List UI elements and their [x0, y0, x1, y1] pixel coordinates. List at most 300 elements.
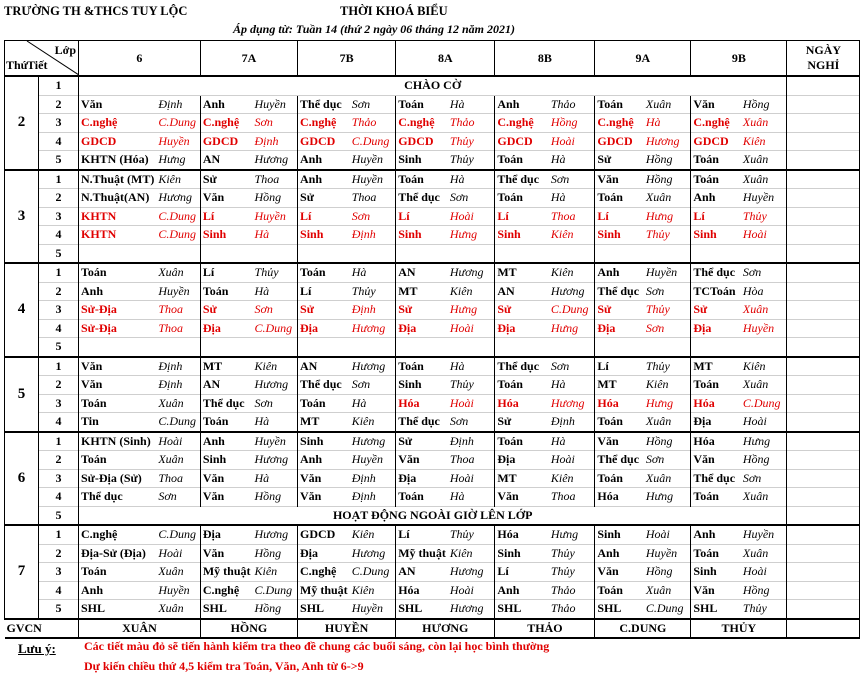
subject-cell: MT — [495, 263, 549, 282]
teacher-cell — [741, 338, 787, 357]
homeroom-teacher: THẢO — [495, 619, 595, 639]
teacher-cell: Sơn — [448, 413, 495, 432]
teacher-cell — [253, 338, 298, 357]
subject-cell: Văn — [298, 469, 350, 488]
weekday-cell: 5 — [5, 357, 39, 432]
teacher-cell — [644, 244, 691, 263]
teacher-cell: Huyền — [156, 282, 200, 301]
teacher-cell: Sơn — [350, 376, 396, 395]
subject-cell: AN — [396, 563, 448, 582]
subject-cell: KHTN (Hóa) — [79, 151, 157, 170]
teacher-cell — [350, 338, 396, 357]
homeroom-teacher: HUYỀN — [298, 619, 396, 639]
table-row — [5, 413, 860, 432]
subject-cell: SHL — [691, 600, 741, 619]
teacher-cell: Hoài — [741, 413, 787, 432]
teacher-cell: Hưng — [741, 432, 787, 451]
teacher-cell: Xuân — [644, 189, 691, 208]
table-row — [5, 544, 860, 563]
teacher-cell: Thảo — [549, 581, 595, 600]
teacher-cell — [549, 338, 595, 357]
subject-cell: Sử — [595, 301, 644, 320]
subject-cell: Sinh — [691, 563, 741, 582]
subject-cell: Lí — [298, 282, 350, 301]
day-off-cell — [787, 76, 860, 95]
teacher-cell: Kiên — [448, 282, 495, 301]
subject-cell: Địa-Sử (Địa) — [79, 544, 157, 563]
subject-cell: Lí — [595, 207, 644, 226]
teacher-cell: Hồng — [644, 432, 691, 451]
day-off-cell — [787, 319, 860, 338]
teacher-cell: Xuân — [156, 563, 200, 582]
homeroom-teacher: C.DUNG — [595, 619, 691, 639]
subject-cell: Địa — [495, 451, 549, 470]
subject-cell: Sinh — [595, 226, 644, 245]
table-row — [5, 525, 860, 544]
subject-cell — [495, 338, 549, 357]
teacher-cell: Hồng — [644, 563, 691, 582]
teacher-cell: Huyền — [253, 207, 298, 226]
subject-cell: AN — [495, 282, 549, 301]
period-number: 3 — [39, 563, 79, 582]
subject-cell: Địa — [298, 544, 350, 563]
teacher-cell: Thủy — [644, 301, 691, 320]
teacher-cell: Thủy — [549, 563, 595, 582]
period-number: 5 — [39, 600, 79, 619]
teacher-cell: Hà — [253, 469, 298, 488]
subject-cell: SHL — [79, 600, 157, 619]
teacher-cell: C.Dung — [253, 319, 298, 338]
period-number: 2 — [39, 189, 79, 208]
day-off-cell — [787, 506, 860, 525]
teacher-cell: Hà — [350, 263, 396, 282]
table-row — [5, 469, 860, 488]
day-off-cell — [787, 600, 860, 619]
subject-cell: Văn — [200, 189, 252, 208]
note-label: Lưu ý: — [18, 641, 56, 656]
teacher-cell: Hưng — [644, 394, 691, 413]
subject-cell — [298, 338, 350, 357]
subject-cell: MT — [595, 376, 644, 395]
subject-cell: Thể dục — [396, 189, 448, 208]
subject-cell: Sử — [396, 301, 448, 320]
teacher-cell: Kiên — [350, 581, 396, 600]
table-row — [5, 451, 860, 470]
teacher-cell: Thủy — [253, 263, 298, 282]
teacher-cell: Hoài — [448, 469, 495, 488]
period-number: 4 — [39, 319, 79, 338]
weekday-header-label: Thứ — [6, 58, 28, 72]
teacher-cell: Sơn — [741, 469, 787, 488]
teacher-cell: Thủy — [448, 132, 495, 151]
subject-cell: Sinh — [396, 151, 448, 170]
teacher-cell: Kiên — [741, 357, 787, 376]
homeroom-teacher: XUÂN — [79, 619, 201, 639]
subject-cell: Sử — [595, 151, 644, 170]
class-header-label: Lớp — [54, 43, 76, 57]
teacher-cell: Hà — [549, 376, 595, 395]
teacher-cell: Hoài — [448, 319, 495, 338]
teacher-cell: Hương — [644, 132, 691, 151]
subject-cell: AN — [298, 357, 350, 376]
subject-cell: Lí — [200, 263, 252, 282]
homeroom-teacher: THỦY — [691, 619, 787, 639]
day-off-cell — [787, 581, 860, 600]
subject-cell: Hóa — [691, 394, 741, 413]
subject-cell: KHTN — [79, 207, 157, 226]
subject-cell: Hóa — [495, 525, 549, 544]
class-header: 8B — [495, 41, 595, 77]
day-off-cell — [787, 226, 860, 245]
teacher-cell: Hồng — [253, 544, 298, 563]
teacher-cell: Xuân — [156, 600, 200, 619]
day-off-cell — [787, 488, 860, 507]
period-number: 4 — [39, 226, 79, 245]
table-row — [5, 132, 860, 151]
teacher-cell: Thoa — [549, 207, 595, 226]
homeroom-teacher: HỒNG — [200, 619, 297, 639]
period-number: 1 — [39, 432, 79, 451]
subject-cell: SHL — [495, 600, 549, 619]
subject-cell: GDCD — [200, 132, 252, 151]
table-row — [5, 301, 860, 320]
teacher-cell: Hồng — [741, 95, 787, 114]
teacher-cell — [156, 244, 200, 263]
teacher-cell: Hoài — [156, 432, 200, 451]
teacher-cell: Hồng — [741, 581, 787, 600]
subject-cell: Toán — [495, 432, 549, 451]
teacher-cell: Hương — [350, 319, 396, 338]
day-off-cell — [787, 301, 860, 320]
teacher-cell: Định — [350, 469, 396, 488]
class-header: 9A — [595, 41, 691, 77]
subject-cell: Lí — [298, 207, 350, 226]
subject-cell: Sinh — [298, 226, 350, 245]
teacher-cell: Xuân — [644, 95, 691, 114]
period-number: 1 — [39, 76, 79, 95]
day-off-cell — [787, 563, 860, 582]
subject-cell: GDCD — [298, 525, 350, 544]
teacher-cell: Hoài — [448, 394, 495, 413]
subject-cell: Anh — [691, 189, 741, 208]
teacher-cell: Kiên — [253, 563, 298, 582]
subject-cell: KHTN — [79, 226, 157, 245]
teacher-cell: C.Dung — [156, 207, 200, 226]
teacher-cell: Hòa — [741, 282, 787, 301]
weekday-cell: 2 — [5, 76, 39, 170]
class-header: 8A — [396, 41, 495, 77]
subject-cell: C.nghệ — [298, 563, 350, 582]
subject-cell: GDCD — [495, 132, 549, 151]
table-corner-header — [5, 41, 79, 77]
teacher-cell: Huyền — [350, 600, 396, 619]
subject-cell: Địa — [200, 525, 252, 544]
subject-cell: Văn — [691, 451, 741, 470]
subject-cell: Anh — [200, 95, 252, 114]
subject-cell: C.nghệ — [298, 114, 350, 133]
teacher-cell: Sơn — [549, 170, 595, 189]
subject-cell: Địa — [495, 319, 549, 338]
teacher-cell: C.Dung — [350, 132, 396, 151]
subject-cell: Toán — [595, 413, 644, 432]
subject-cell: Anh — [79, 581, 157, 600]
subject-cell: Văn — [691, 95, 741, 114]
subject-cell: Hóa — [595, 488, 644, 507]
subject-cell: C.nghệ — [691, 114, 741, 133]
weekday-cell: 6 — [5, 432, 39, 526]
subject-cell: Anh — [298, 451, 350, 470]
subject-cell: SHL — [595, 600, 644, 619]
timetable — [4, 40, 860, 639]
school-name: TRƯỜNG TH &THCS TUY LỘC — [4, 4, 188, 18]
subject-cell: MT — [200, 357, 252, 376]
teacher-cell: Hương — [448, 263, 495, 282]
subject-cell: Địa — [396, 469, 448, 488]
subject-cell: Toán — [595, 95, 644, 114]
table-row — [5, 114, 860, 133]
class-header: 6 — [79, 41, 201, 77]
teacher-cell: Kiên — [156, 170, 200, 189]
teacher-cell: Kiên — [253, 357, 298, 376]
subject-cell: Thể dục — [595, 451, 644, 470]
subject-cell: MT — [298, 413, 350, 432]
subject-cell: Văn — [495, 488, 549, 507]
teacher-cell: Huyền — [741, 319, 787, 338]
table-row — [5, 244, 860, 263]
teacher-cell — [156, 338, 200, 357]
subject-cell: SHL — [396, 600, 448, 619]
teacher-cell: Xuân — [156, 263, 200, 282]
subject-cell: Lí — [495, 207, 549, 226]
teacher-cell: Hà — [448, 488, 495, 507]
note-line-1: Các tiết màu đỏ sẽ tiến hành kiểm tra theo đề chung các buổi sáng, còn lại học bình thường — [84, 639, 550, 653]
teacher-cell: Hồng — [253, 488, 298, 507]
teacher-cell: Thủy — [741, 600, 787, 619]
teacher-cell: Hương — [350, 357, 396, 376]
period-number: 2 — [39, 282, 79, 301]
teacher-cell: Hương — [350, 544, 396, 563]
subject-cell: Toán — [595, 469, 644, 488]
subject-cell: SHL — [298, 600, 350, 619]
teacher-cell: Hưng — [549, 319, 595, 338]
subject-cell: Toán — [79, 563, 157, 582]
teacher-cell: Xuân — [156, 451, 200, 470]
teacher-cell: Thoa — [350, 189, 396, 208]
day-off-cell — [787, 207, 860, 226]
teacher-cell: Hương — [253, 151, 298, 170]
teacher-cell: Hoài — [741, 226, 787, 245]
teacher-cell: Huyền — [156, 132, 200, 151]
teacher-cell: Sơn — [253, 394, 298, 413]
subject-cell: Toán — [495, 189, 549, 208]
teacher-cell: Xuân — [644, 413, 691, 432]
subject-cell: Địa — [595, 319, 644, 338]
teacher-cell: Huyền — [350, 170, 396, 189]
teacher-cell: Xuân — [156, 394, 200, 413]
subject-cell: Anh — [298, 151, 350, 170]
teacher-cell: Hà — [253, 226, 298, 245]
period-number: 1 — [39, 525, 79, 544]
teacher-cell: Hồng — [644, 151, 691, 170]
subject-cell: MT — [495, 469, 549, 488]
period-number: 1 — [39, 263, 79, 282]
subject-cell: Mỹ thuật — [396, 544, 448, 563]
table-row — [5, 338, 860, 357]
teacher-cell: Sơn — [644, 282, 691, 301]
subject-cell: Sử — [691, 301, 741, 320]
subject-cell: Văn — [79, 376, 157, 395]
teacher-cell: Xuân — [741, 488, 787, 507]
teacher-cell: Kiên — [448, 544, 495, 563]
teacher-cell: Hoài — [549, 132, 595, 151]
subject-cell: Anh — [595, 263, 644, 282]
teacher-cell: Hoài — [549, 451, 595, 470]
subject-cell: Sinh — [595, 525, 644, 544]
homeroom-label: GVCN — [5, 619, 79, 639]
teacher-cell: Hương — [448, 563, 495, 582]
period-number: 3 — [39, 207, 79, 226]
subject-cell: Anh — [691, 525, 741, 544]
subject-cell: Toán — [495, 151, 549, 170]
day-off-cell — [787, 357, 860, 376]
subject-cell: Sử-Địa — [79, 301, 157, 320]
teacher-cell: Xuân — [644, 469, 691, 488]
period-number: 2 — [39, 376, 79, 395]
teacher-cell: C.Dung — [549, 301, 595, 320]
teacher-cell: Định — [350, 488, 396, 507]
subject-cell: Địa — [298, 319, 350, 338]
subject-cell — [298, 244, 350, 263]
teacher-cell: Kiên — [549, 263, 595, 282]
subject-cell — [396, 244, 448, 263]
subject-cell: Toán — [79, 451, 157, 470]
subject-cell: TCToán — [691, 282, 741, 301]
teacher-cell: Thủy — [644, 357, 691, 376]
subject-cell — [79, 244, 157, 263]
subject-cell: Hóa — [691, 432, 741, 451]
subject-cell: Mỹ thuật — [200, 563, 252, 582]
teacher-cell — [350, 244, 396, 263]
teacher-cell: Hương — [156, 189, 200, 208]
teacher-cell: Hà — [644, 114, 691, 133]
table-row — [5, 207, 860, 226]
subject-cell: Thể dục — [495, 170, 549, 189]
period-number: 5 — [39, 338, 79, 357]
subject-cell: Anh — [595, 544, 644, 563]
subject-cell: Sinh — [495, 544, 549, 563]
subject-cell: Văn — [200, 469, 252, 488]
teacher-cell: Định — [156, 357, 200, 376]
day-off-header: NGÀY NGHỈ — [787, 41, 860, 77]
subject-cell: N.Thuật (MT) — [79, 170, 157, 189]
subject-cell: Toán — [495, 376, 549, 395]
subject-cell: Thể dục — [298, 376, 350, 395]
weekday-cell: 3 — [5, 170, 39, 264]
table-row — [5, 432, 860, 451]
subject-cell: Hóa — [495, 394, 549, 413]
teacher-cell: Hương — [448, 600, 495, 619]
teacher-cell: Sơn — [549, 357, 595, 376]
teacher-cell — [448, 244, 495, 263]
subject-cell: Toán — [79, 263, 157, 282]
subject-cell: GDCD — [298, 132, 350, 151]
subject-cell: GDCD — [79, 132, 157, 151]
teacher-cell: Hà — [448, 170, 495, 189]
teacher-cell: Định — [549, 413, 595, 432]
teacher-cell: Thảo — [549, 95, 595, 114]
teacher-cell: C.Dung — [156, 226, 200, 245]
teacher-cell: Thủy — [448, 151, 495, 170]
teacher-cell — [644, 338, 691, 357]
subject-cell: Văn — [200, 544, 252, 563]
subject-cell: Hóa — [396, 581, 448, 600]
table-row — [5, 319, 860, 338]
subject-cell: Sử — [298, 189, 350, 208]
subject-cell — [691, 244, 741, 263]
teacher-cell: Thoa — [156, 469, 200, 488]
teacher-cell: Định — [350, 226, 396, 245]
subject-cell: Toán — [200, 413, 252, 432]
teacher-cell: Hà — [448, 95, 495, 114]
day-off-cell — [787, 244, 860, 263]
subject-cell: Lí — [396, 525, 448, 544]
period-number: 3 — [39, 301, 79, 320]
teacher-cell: Thủy — [448, 376, 495, 395]
subject-cell: Lí — [691, 207, 741, 226]
teacher-cell: Hà — [448, 357, 495, 376]
subject-cell: Lí — [495, 563, 549, 582]
table-row — [5, 151, 860, 170]
subject-cell: KHTN (Sinh) — [79, 432, 157, 451]
teacher-cell: Sơn — [350, 95, 396, 114]
table-row — [5, 376, 860, 395]
teacher-cell: Thảo — [350, 114, 396, 133]
teacher-cell: Hoài — [156, 544, 200, 563]
teacher-cell: Định — [350, 301, 396, 320]
teacher-cell: Huyền — [156, 581, 200, 600]
subject-cell: Sinh — [396, 376, 448, 395]
subject-cell: Toán — [691, 151, 741, 170]
subject-cell: Thể dục — [595, 282, 644, 301]
teacher-cell: Kiên — [644, 376, 691, 395]
teacher-cell: Hà — [549, 432, 595, 451]
subject-cell: Toán — [595, 581, 644, 600]
day-off-cell — [787, 132, 860, 151]
teacher-cell: Sơn — [253, 301, 298, 320]
subject-cell — [595, 338, 644, 357]
subject-cell — [595, 244, 644, 263]
homeroom-teacher: HƯƠNG — [396, 619, 495, 639]
day-off-cell — [787, 544, 860, 563]
subject-cell: Sử — [298, 301, 350, 320]
period-number: 3 — [39, 114, 79, 133]
note-line-2: Dự kiến chiều thứ 4,5 kiểm tra Toán, Văn, Anh từ 6->9 — [84, 659, 364, 673]
teacher-cell: C.Dung — [253, 581, 298, 600]
teacher-cell: C.Dung — [350, 563, 396, 582]
subject-cell: Văn — [595, 432, 644, 451]
table-row — [5, 170, 860, 189]
subject-cell: Thể dục — [691, 469, 741, 488]
subject-cell: Địa — [691, 413, 741, 432]
teacher-cell: Hương — [253, 451, 298, 470]
subject-cell: Địa — [200, 319, 252, 338]
subject-cell: Văn — [691, 581, 741, 600]
subject-cell: AN — [200, 151, 252, 170]
subject-cell: Mỹ thuật — [298, 581, 350, 600]
subject-cell: Toán — [298, 263, 350, 282]
teacher-cell: Hương — [253, 376, 298, 395]
subject-cell: Sử — [495, 413, 549, 432]
